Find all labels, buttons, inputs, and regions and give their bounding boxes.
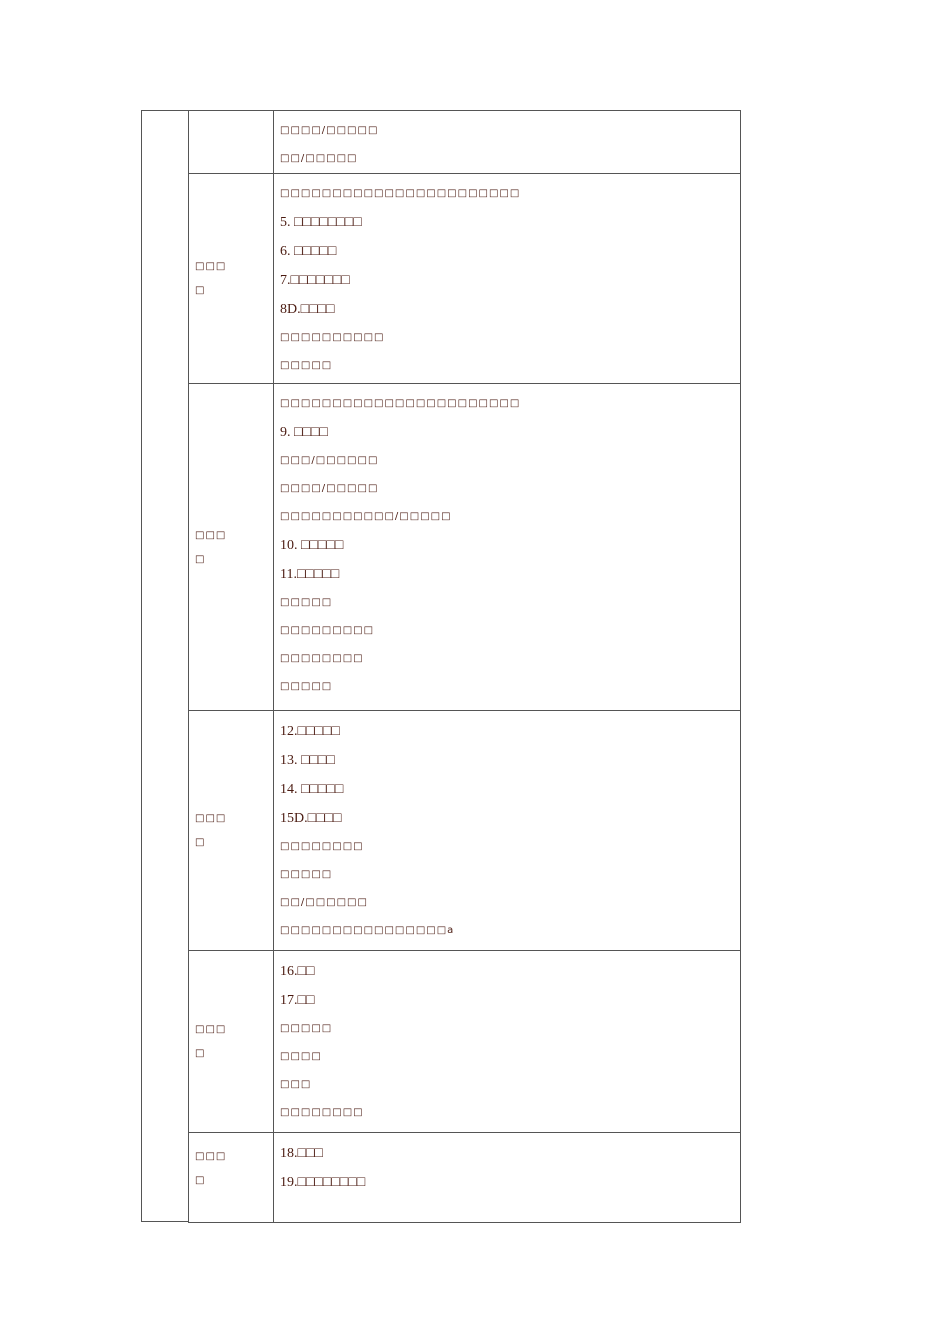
content-line: □□□□ <box>280 1051 322 1062</box>
row-content-cell <box>280 951 734 1133</box>
content-line: 12.□□□□□ <box>280 724 340 739</box>
left-margin-column <box>141 110 188 1222</box>
content-line: □□□□□□□□□□□□□□□□a <box>280 925 455 936</box>
content-line: □□/□□□□□□ <box>280 897 368 908</box>
row-label-text: □□□ <box>195 1151 227 1162</box>
row-label-text: □ <box>195 285 206 296</box>
content-line: □□□□□□□□□□ <box>280 332 385 343</box>
content-line: □□□□□□□□□□□/□□□□□ <box>280 511 452 522</box>
row-label-text: □□□ <box>195 529 227 541</box>
row-content-cell <box>280 384 734 711</box>
table-row <box>188 950 741 1133</box>
content-line: 15D.□□□□ <box>280 811 342 826</box>
row-label-cell <box>189 111 274 174</box>
row-label-text: □ <box>195 553 206 565</box>
content-line: 5. □□□□□□□□ <box>280 215 362 230</box>
content-line: □□□□□ <box>280 360 333 371</box>
row-label-cell <box>189 1133 274 1222</box>
row-label-cell <box>189 174 274 384</box>
content-line: 18.□□□ <box>280 1146 323 1161</box>
content-line: 14. □□□□□ <box>280 782 344 797</box>
table-row <box>188 110 741 174</box>
content-line: □□□□□□□□ <box>280 653 364 664</box>
row-content-cell <box>280 174 734 384</box>
content-line: □□□ <box>280 1079 312 1090</box>
content-line: 13. □□□□ <box>280 753 335 768</box>
content-line: 6. □□□□□ <box>280 244 337 259</box>
row-label-cell <box>189 951 274 1133</box>
content-line: □□□□□ <box>280 597 333 608</box>
content-line: 8D.□□□□ <box>280 302 335 317</box>
content-line: □□□□□ <box>280 681 333 692</box>
table-row <box>188 1132 741 1223</box>
content-line: □□□□□ <box>280 1023 333 1034</box>
row-label-text: □ <box>195 837 206 848</box>
content-line: 7.□□□□□□□ <box>280 273 350 288</box>
row-content-cell <box>280 711 734 951</box>
row-label-text: □□□ <box>195 813 227 824</box>
row-label-text: □□□ <box>195 1024 227 1035</box>
content-line: □□□□□□□□ <box>280 1107 364 1118</box>
row-label-text: □ <box>195 1175 206 1186</box>
content-line: □□□□□□□□□ <box>280 625 375 636</box>
content-line: □□□□□□□□□□□□□□□□□□□□□□□ <box>280 398 521 409</box>
content-line: □□□/□□□□□□ <box>280 455 379 466</box>
row-content-cell <box>280 1133 734 1222</box>
content-line: 19.□□□□□□□□ <box>280 1175 366 1190</box>
row-label-cell <box>189 384 274 711</box>
content-line: 9. □□□□ <box>280 425 328 440</box>
content-line: □□□□/□□□□□ <box>280 125 379 136</box>
content-line: 11.□□□□□ <box>280 567 340 582</box>
content-line: □□□□□□□□□□□□□□□□□□□□□□□ <box>280 188 521 199</box>
table-row <box>188 710 741 951</box>
content-line: 10. □□□□□ <box>280 538 344 553</box>
row-content-cell <box>280 111 734 174</box>
content-line: □□/□□□□□ <box>280 153 358 164</box>
content-line: 17.□□ <box>280 993 315 1008</box>
row-label-text: □□□ <box>195 261 227 272</box>
row-label-cell <box>189 711 274 951</box>
table-row <box>188 383 741 711</box>
table-row <box>188 173 741 384</box>
content-line: □□□□□ <box>280 869 333 880</box>
content-line: 16.□□ <box>280 964 315 979</box>
content-line: □□□□/□□□□□ <box>280 483 379 494</box>
content-line: □□□□□□□□ <box>280 841 364 852</box>
row-label-text: □ <box>195 1048 206 1059</box>
